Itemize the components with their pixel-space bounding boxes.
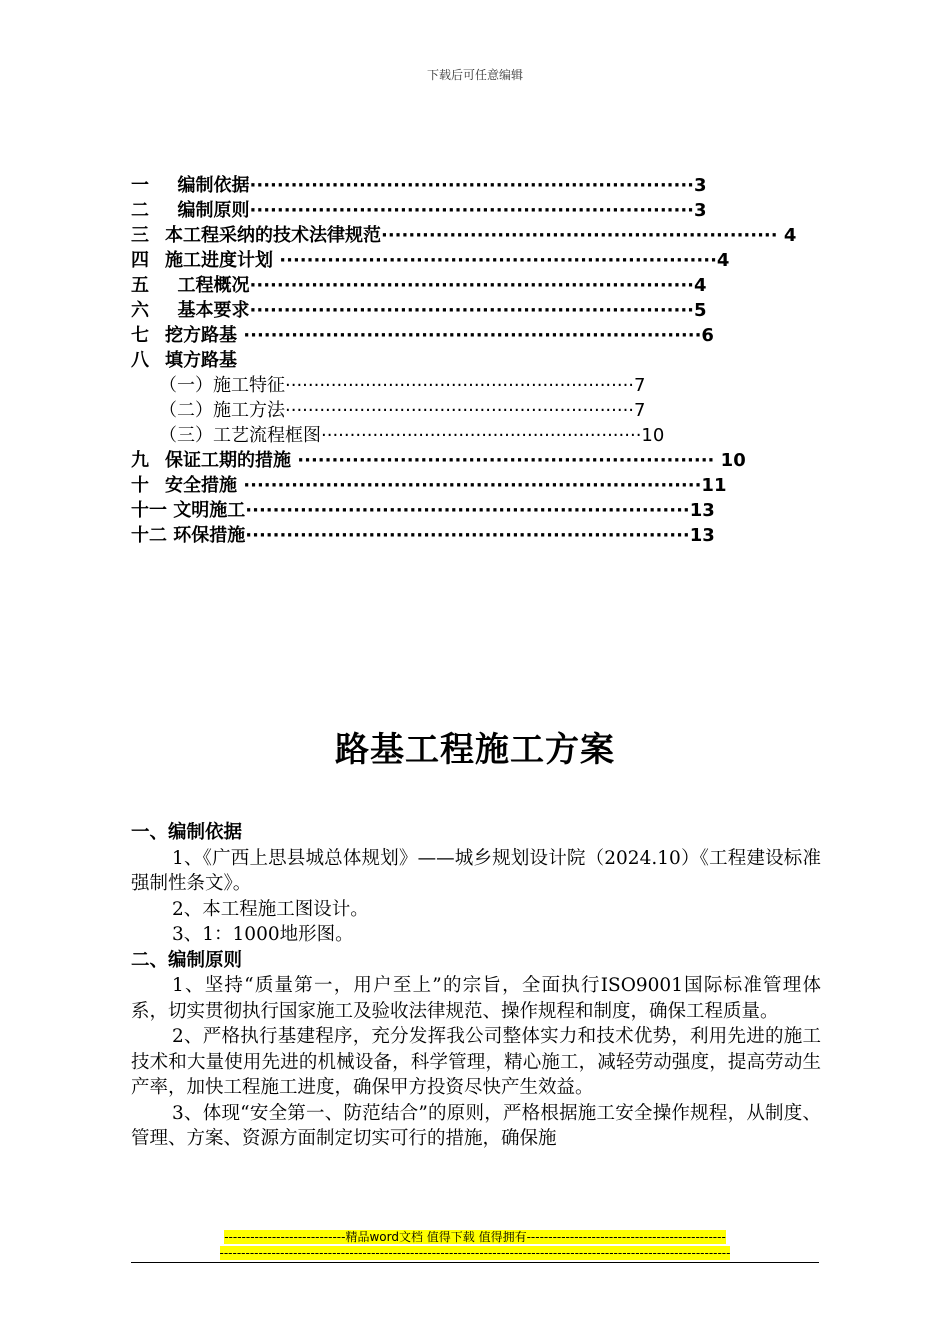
paragraph: 3、体现“安全第一、防范结合”的原则，严格根据施工安全操作规程，从制度、管理、方案、资源方面制定切实可行的措施，确保施 [131, 1102, 821, 1149]
header-note: 下载后可任意编辑 [426, 68, 523, 82]
document-title: 路基工程施工方案 [335, 730, 615, 770]
toc-leader-dots: ····························································· [285, 400, 635, 421]
toc-entry-title: 填方路基 [165, 350, 237, 371]
toc-leader-dots: ································································· [249, 300, 695, 321]
toc-entry[interactable] [131, 323, 831, 348]
toc-leader-dots: ································································ [279, 250, 717, 271]
toc-page-number: 4 [694, 275, 707, 296]
toc-entry[interactable] [131, 273, 831, 298]
toc-entry[interactable] [131, 498, 831, 523]
paragraph: 2、严格执行基建程序，充分发挥我公司整体实力和技术优势，利用先进的施工技术和大量使用先进的机械设备，科学管理，精心施工，减轻劳动强度，提高劳动生产率，加快工程施工进度，确保甲方投资尽快产生效益。 [131, 1026, 821, 1098]
toc-entry-number: 六 [131, 300, 149, 321]
toc-page-number: 10 [641, 425, 665, 446]
toc-entry[interactable] [131, 348, 831, 373]
document-body [131, 820, 821, 1152]
toc-leader-dots: ································································· [249, 175, 695, 196]
toc-entry[interactable] [131, 473, 831, 498]
toc-leader-dots: ·························································· [381, 225, 778, 246]
section-heading: 二、编制原则 [131, 949, 243, 971]
toc-entry-title: 保证工期的措施 [165, 450, 298, 471]
toc-page-number: 13 [689, 525, 715, 546]
toc-page-number: 3 [694, 175, 707, 196]
toc-leader-dots: ····························································· [297, 450, 715, 471]
footer-line: ----------------------------精品word文档 值得下载 值得拥有---------------------------------------------- [224, 1230, 726, 1244]
toc-entry[interactable] [131, 523, 831, 548]
toc-entry-title: （二）施工方法 [159, 400, 285, 421]
toc-entry[interactable] [131, 448, 831, 473]
toc-entry[interactable] [131, 373, 831, 398]
toc-page-number: 4 [716, 250, 730, 271]
toc-entry-title: 施工进度计划 [165, 250, 280, 271]
toc-entry-number: 七 [131, 325, 149, 346]
toc-entry-title: 编制依据 [165, 175, 250, 196]
toc-entry-number: 十一 [131, 500, 167, 521]
toc-entry-title: （一）施工特征 [159, 375, 285, 396]
table-of-contents [131, 173, 831, 548]
toc-entry[interactable] [131, 198, 831, 223]
toc-leader-dots: ····························································· [285, 375, 635, 396]
section-heading: 一、编制依据 [131, 822, 243, 843]
toc-entry[interactable] [131, 398, 831, 423]
toc-entry[interactable] [131, 173, 831, 198]
toc-leader-dots: ··································································· [243, 475, 702, 496]
toc-leader-dots: ································································· [249, 200, 695, 221]
toc-page-number: 7 [634, 400, 646, 421]
toc-entry-number: 四 [131, 250, 149, 271]
toc-page-number: 5 [694, 300, 707, 321]
toc-entry-number: 三 [131, 225, 149, 246]
toc-entry[interactable] [131, 248, 831, 273]
paragraph: 3、1：1000地形图。 [172, 924, 354, 945]
toc-entry-title: 本工程采纳的技术法律规范 [165, 225, 381, 246]
toc-entry-number: 十二 [131, 525, 167, 546]
toc-entry-number: 九 [131, 450, 149, 471]
toc-entry-title: 编制原则 [165, 200, 250, 221]
toc-page-number: 7 [634, 375, 646, 396]
toc-entry-title: 挖方路基 [165, 325, 244, 346]
toc-entry[interactable] [131, 298, 831, 323]
toc-entry-number: 五 [131, 275, 149, 296]
toc-leader-dots: ································································· [249, 275, 695, 296]
toc-entry-number: 一 [131, 175, 149, 196]
toc-entry-number: 二 [131, 200, 149, 221]
toc-leader-dots: ··································································· [243, 325, 702, 346]
footer-banner [131, 1228, 819, 1260]
toc-page-number: 11 [701, 475, 727, 496]
toc-page-number: 10 [714, 450, 746, 471]
toc-leader-dots: ························································ [321, 425, 642, 446]
toc-page-number: 3 [694, 200, 707, 221]
toc-leader-dots: ································································· [245, 500, 690, 521]
toc-page-number: 6 [701, 325, 714, 346]
toc-page-number: 13 [689, 500, 715, 521]
toc-entry[interactable] [131, 423, 831, 448]
toc-entry-title: 安全措施 [165, 475, 244, 496]
toc-entry-title: 工程概况 [165, 275, 250, 296]
paragraph: 1、坚持“质量第一，用户至上”的宗旨，全面执行ISO9001国际标准管理体系，切实贯彻执行国家施工及验收法律规范、操作规程和制度，确保工程质量。 [131, 975, 821, 1022]
toc-entry-title: （三）工艺流程框图 [159, 425, 321, 446]
toc-leader-dots: ································································· [245, 525, 690, 546]
toc-page-number: 4 [777, 225, 797, 246]
toc-entry-title: 环保措施 [167, 525, 246, 546]
toc-entry-number: 十 [131, 475, 149, 496]
toc-entry[interactable] [131, 223, 831, 248]
toc-entry-title: 基本要求 [165, 300, 250, 321]
footer-rule [131, 1262, 819, 1263]
footer-line: ---------------------------------------------------------------------------------------------------------------------- [219, 1246, 731, 1260]
paragraph: 2、本工程施工图设计。 [172, 898, 369, 920]
paragraph: 1、《广西上思县城总体规划》——城乡规划设计院（2024.10）《工程建设标准强制性条文》。 [131, 847, 821, 894]
toc-entry-number: 八 [131, 350, 149, 371]
toc-entry-title: 文明施工 [167, 500, 246, 521]
